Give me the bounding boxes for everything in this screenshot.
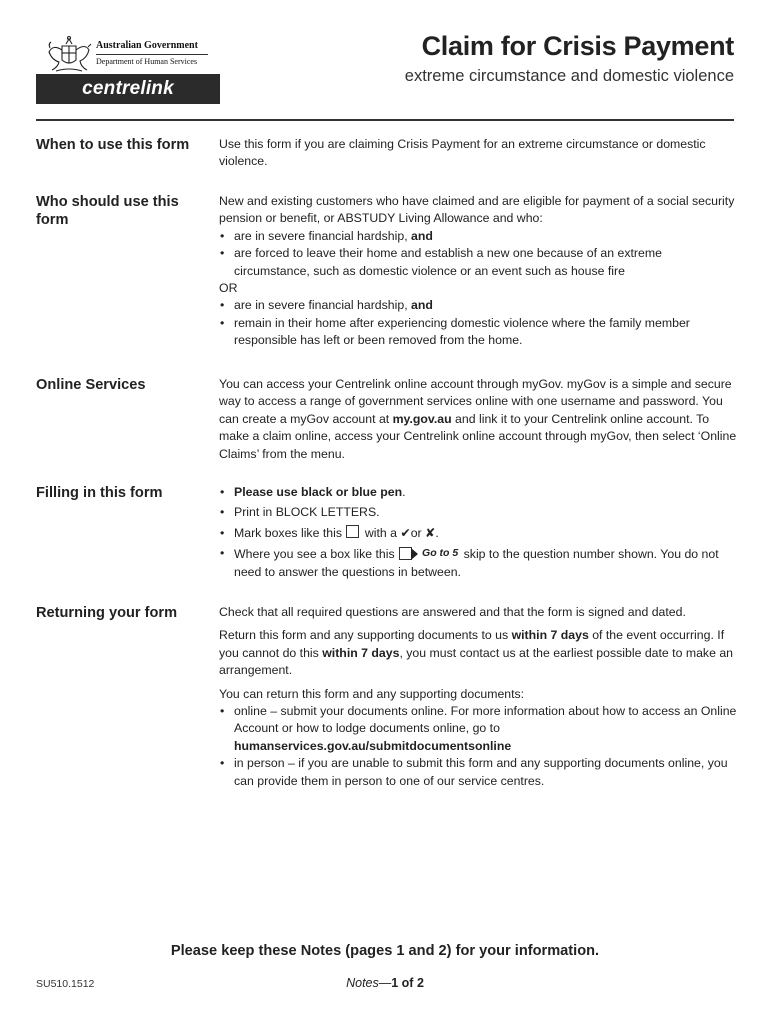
text-run: of the event occurring. If you cannot do this	[219, 628, 725, 660]
list-item	[219, 703, 739, 755]
item-text: .	[402, 485, 406, 499]
page-title: Claim for Crisis Payment	[421, 31, 734, 61]
brand-name: centrelink	[82, 78, 174, 99]
cross-icon: ✘	[425, 525, 436, 540]
item-text: Mark boxes like this	[234, 525, 342, 540]
list-item	[219, 297, 739, 314]
bullet-list	[219, 703, 739, 790]
item-text: are in severe financial hardship,	[234, 228, 408, 243]
text-bold: within 7 days	[511, 628, 589, 643]
section-body	[219, 136, 739, 171]
section-body	[219, 376, 739, 463]
item-text: Where you see a box like this	[234, 547, 395, 562]
text-bold: within 7 days	[322, 645, 400, 660]
text-run: , you must contact us at the earliest possible date to make an arrangement.	[219, 645, 734, 678]
section-label: When to use this form	[36, 137, 190, 153]
page-count: 1 of 2	[391, 976, 424, 990]
bullet-list	[219, 484, 739, 581]
item-text: are in severe financial hardship,	[234, 298, 408, 313]
section-label: Returning your form	[36, 605, 178, 621]
mygov-link[interactable]: my.gov.au	[392, 411, 452, 426]
item-bold: Please use black or blue pen	[234, 485, 403, 499]
page-dash: —	[378, 976, 392, 990]
paragraph: Use this form if you are claiming Crisis Payment for an extreme circumstance or domestic violence.	[219, 137, 706, 169]
list-item	[219, 525, 739, 542]
bullet-list	[219, 228, 739, 280]
text-run: Return this form and any supporting documents to us	[219, 628, 512, 643]
tick-icon: ✔	[400, 525, 411, 540]
item-text: skip to the question number shown. You do not need to answer the questions in between.	[234, 547, 719, 579]
text-run: and link it to your Centrelink online account. To make a claim online, access your Centrelink online account through myGov, then select ‘Online Claims’ from the menu.	[219, 411, 737, 461]
goto-label: Go to 5	[422, 547, 459, 560]
item-text: online – submit your documents online. For more information about how to access an Online Account or how to lodge documents online, go to	[234, 704, 737, 736]
government-name: Australian Government	[96, 40, 198, 51]
page-subtitle: extreme circumstance and domestic violence	[404, 67, 734, 85]
section-label: Online Services	[36, 377, 146, 393]
item-text: or	[410, 525, 422, 540]
coat-of-arms-icon	[44, 34, 94, 74]
or-text: OR	[219, 281, 238, 296]
item-text: .	[435, 525, 439, 540]
paragraph	[219, 376, 739, 463]
government-logo	[96, 40, 208, 67]
list-item: • Print in BLOCK LETTERS.	[219, 504, 739, 521]
item-bold: and	[411, 228, 433, 243]
page-label: Notes	[346, 976, 379, 990]
list-item: • are forced to leave their home and establish a new one because of an extreme circumstance, such as domestic violence or an event such as house fire	[219, 245, 739, 280]
example-checkbox	[346, 525, 359, 538]
section-body	[219, 604, 739, 790]
paragraph: Check that all required questions are answered and that the form is signed and dated.	[219, 605, 686, 619]
keep-notes-message: Please keep these Notes (pages 1 and 2) for your information.	[170, 943, 600, 959]
arrow-right-icon	[411, 548, 418, 560]
section-body	[219, 193, 739, 350]
section-label: Filling in this form	[36, 485, 163, 501]
department-name: Department of Human Services	[96, 57, 198, 66]
goto-example	[399, 545, 458, 562]
section-body	[219, 484, 739, 581]
paragraph: You can return this form and any supporting documents:	[219, 686, 525, 701]
bullet-list	[219, 297, 739, 349]
list-item: • in person – if you are unable to submit this form and any supporting documents online, you can provide them in person to one of our service centres.	[219, 755, 739, 790]
form-code: SU510.1512	[36, 978, 95, 990]
section-label: Who should use this form	[36, 194, 179, 228]
text-run: You can access your Centrelink online account through myGov. myGov is a simple and secure way to access a range of government services online with one username and password. You can create a myGov account at	[219, 377, 732, 426]
logo-divider	[96, 54, 208, 55]
header-divider	[36, 119, 734, 121]
list-item	[219, 228, 739, 245]
paragraph: New and existing customers who have claimed and are eligible for payment of a social security pension or benefit, or ABSTUDY Living Allowance and who:	[219, 194, 735, 226]
page-number	[0, 976, 770, 990]
list-item	[219, 484, 739, 501]
centrelink-logo	[36, 74, 220, 104]
submit-documents-link[interactable]: humanservices.gov.au/submitdocumentsonline	[234, 738, 512, 753]
list-item: • remain in their home after experiencing domestic violence where the family member responsible has left or been removed from the home.	[219, 315, 739, 350]
paragraph	[219, 627, 739, 679]
item-text: with a	[364, 525, 397, 540]
item-bold: and	[411, 298, 433, 313]
list-item	[219, 545, 739, 581]
